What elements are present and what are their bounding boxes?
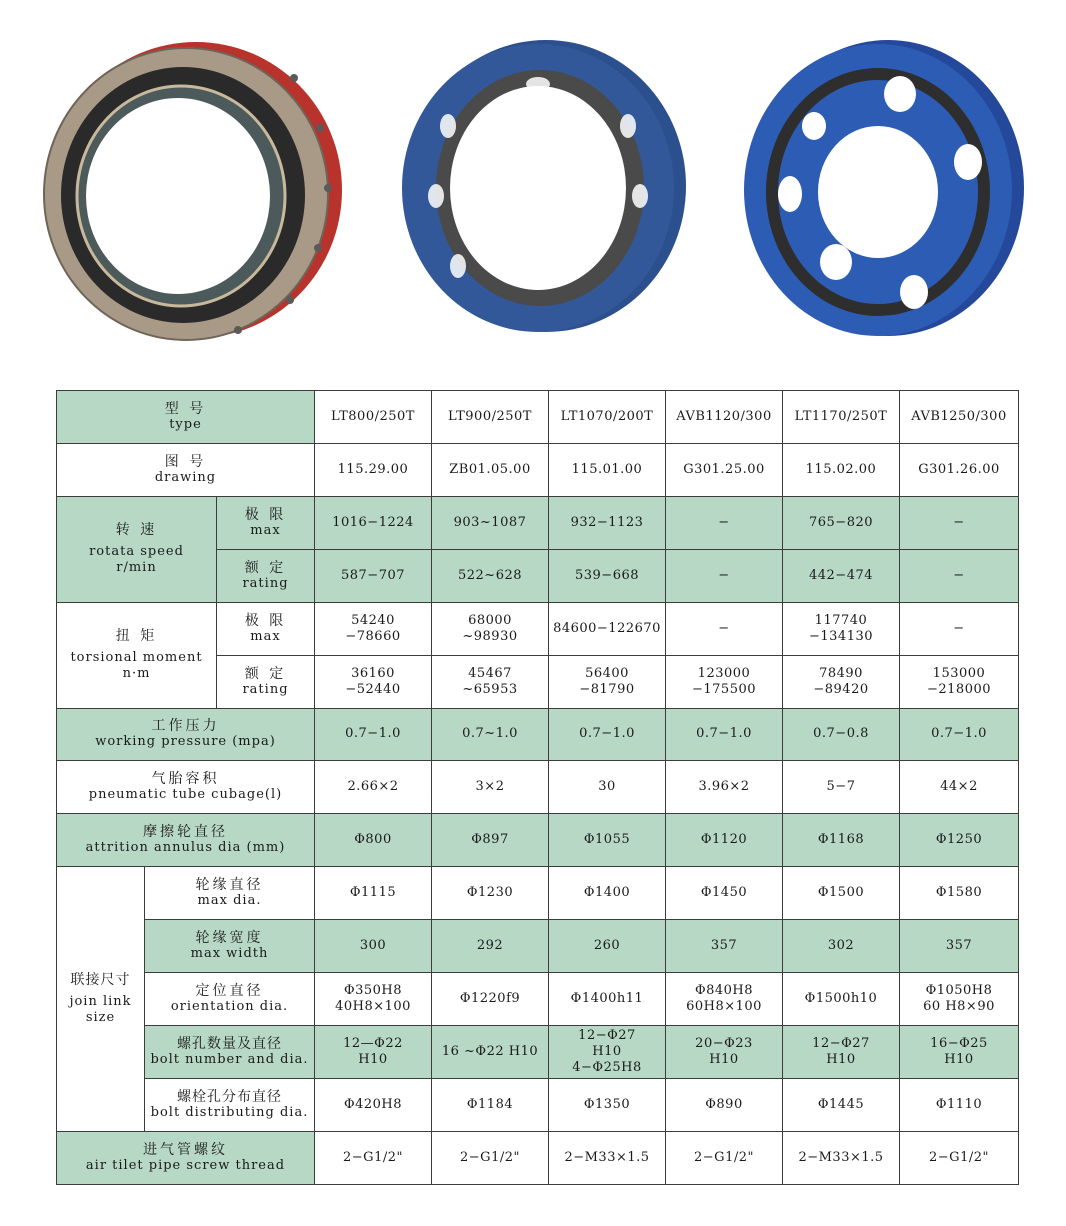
red-clutch-photo xyxy=(28,38,348,348)
attrition-cell: Φ1055 xyxy=(549,814,666,867)
speed-label: 转 速 rotata speed r/min xyxy=(57,496,217,602)
speed-rating-cell: 522~628 xyxy=(432,549,549,602)
speed-max-cell: 903~1087 xyxy=(432,496,549,549)
cubage-cell: 5−7 xyxy=(783,761,900,814)
speed-max-cell: 932−1123 xyxy=(549,496,666,549)
row-bolt-number xyxy=(57,1026,1019,1079)
orientation-dia-cell: Φ1220f9 xyxy=(432,973,549,1026)
torque-rating-cell: 56400 −81790 xyxy=(549,655,666,708)
max-width-cell: 300 xyxy=(315,920,432,973)
cubage-cell: 30 xyxy=(549,761,666,814)
product-photos xyxy=(0,0,1066,370)
orientation-dia-cell: Φ840H8 60H8×100 xyxy=(666,973,783,1026)
attrition-cell: Φ1168 xyxy=(783,814,900,867)
row-attrition xyxy=(57,814,1019,867)
thread-cell: 2−G1/2" xyxy=(900,1131,1019,1184)
thread-cell: 2−G1/2" xyxy=(666,1131,783,1184)
cubage-cell: 3.96×2 xyxy=(666,761,783,814)
pressure-cell: 0.7−0.8 xyxy=(783,708,900,761)
speed-rating-cell: 539−668 xyxy=(549,549,666,602)
drawing-cell: G301.25.00 xyxy=(666,443,783,496)
drawing-cell: ZB01.05.00 xyxy=(432,443,549,496)
type-label: 型 号 type xyxy=(57,391,315,444)
drawing-cell: G301.26.00 xyxy=(900,443,1019,496)
drawing-cell: 115.02.00 xyxy=(783,443,900,496)
bolt-distributing-cell: Φ420H8 xyxy=(315,1078,432,1131)
pressure-cell: 0.7−1.0 xyxy=(900,708,1019,761)
torque-rating-cell: 153000 −218000 xyxy=(900,655,1019,708)
max-width-cell: 357 xyxy=(900,920,1019,973)
torque-rating-cell: 78490 −89420 xyxy=(783,655,900,708)
join-link-label: 联接尺寸 join link size xyxy=(57,867,145,1132)
bolt-distributing-cell: Φ1110 xyxy=(900,1078,1019,1131)
max-width-cell: 292 xyxy=(432,920,549,973)
speed-max-cell: 1016−1224 xyxy=(315,496,432,549)
torque-rating-label: 额 定 rating xyxy=(217,655,315,708)
row-speed-max xyxy=(57,496,1019,549)
drawing-cell: 115.01.00 xyxy=(549,443,666,496)
orientation-dia-cell: Φ1400h11 xyxy=(549,973,666,1026)
torque-max-cell: 84600−122670 xyxy=(549,602,666,655)
bolt-number-cell: 16 ~Φ22 H10 xyxy=(432,1026,549,1079)
speed-rating-cell: − xyxy=(666,549,783,602)
max-dia-cell: Φ1230 xyxy=(432,867,549,920)
model-cell: LT1070/200T xyxy=(549,391,666,444)
speed-max-label: 极 限 max xyxy=(217,496,315,549)
cubage-cell: 3×2 xyxy=(432,761,549,814)
speed-rating-cell: 587−707 xyxy=(315,549,432,602)
max-width-label: 轮缘宽度 max width xyxy=(145,920,315,973)
thread-cell: 2−M33×1.5 xyxy=(549,1131,666,1184)
bolt-distributing-cell: Φ1350 xyxy=(549,1078,666,1131)
thread-cell: 2−G1/2" xyxy=(315,1131,432,1184)
row-cubage xyxy=(57,761,1019,814)
bolt-number-cell: 12−Φ27 H10 xyxy=(783,1026,900,1079)
attrition-label: 摩擦轮直径 attrition annulus dia (mm) xyxy=(57,814,315,867)
torque-label: 扭 矩 torsional moment n·m xyxy=(57,602,217,708)
row-torque-max xyxy=(57,602,1019,655)
max-dia-cell: Φ1450 xyxy=(666,867,783,920)
row-bolt-distributing xyxy=(57,1078,1019,1131)
max-dia-cell: Φ1500 xyxy=(783,867,900,920)
max-width-cell: 357 xyxy=(666,920,783,973)
max-dia-cell: Φ1115 xyxy=(315,867,432,920)
max-dia-cell: Φ1580 xyxy=(900,867,1019,920)
row-orientation-dia xyxy=(57,973,1019,1026)
bolt-distributing-label: 螺栓孔分布直径 bolt distributing dia. xyxy=(145,1078,315,1131)
torque-max-cell: 54240 −78660 xyxy=(315,602,432,655)
torque-max-cell: − xyxy=(900,602,1019,655)
max-width-cell: 260 xyxy=(549,920,666,973)
attrition-cell: Φ1250 xyxy=(900,814,1019,867)
model-cell: LT800/250T xyxy=(315,391,432,444)
orientation-dia-cell: Φ1500h10 xyxy=(783,973,900,1026)
row-drawing xyxy=(57,443,1019,496)
max-width-cell: 302 xyxy=(783,920,900,973)
model-cell: LT1170/250T xyxy=(783,391,900,444)
pressure-cell: 0.7~1.0 xyxy=(432,708,549,761)
bolt-number-label: 螺孔数量及直径 bolt number and dia. xyxy=(145,1026,315,1079)
speed-max-cell: − xyxy=(900,496,1019,549)
thread-cell: 2−M33×1.5 xyxy=(783,1131,900,1184)
orientation-dia-cell: Φ350H8 40H8×100 xyxy=(315,973,432,1026)
pressure-cell: 0.7−1.0 xyxy=(549,708,666,761)
torque-rating-cell: 123000 −175500 xyxy=(666,655,783,708)
drawing-cell: 115.29.00 xyxy=(315,443,432,496)
cubage-cell: 44×2 xyxy=(900,761,1019,814)
row-type xyxy=(57,391,1019,444)
row-max-dia xyxy=(57,867,1019,920)
row-thread xyxy=(57,1131,1019,1184)
cubage-cell: 2.66×2 xyxy=(315,761,432,814)
spec-table xyxy=(56,390,1019,1185)
torque-max-cell: − xyxy=(666,602,783,655)
bolt-number-cell: 20−Φ23 H10 xyxy=(666,1026,783,1079)
model-cell: LT900/250T xyxy=(432,391,549,444)
thread-label: 进气管螺纹 air tilet pipe screw thread xyxy=(57,1131,315,1184)
pressure-cell: 0.7−1.0 xyxy=(315,708,432,761)
bolt-number-cell: 12—Φ22 H10 xyxy=(315,1026,432,1079)
orientation-dia-label: 定位直径 orientation dia. xyxy=(145,973,315,1026)
model-cell: AVB1250/300 xyxy=(900,391,1019,444)
max-dia-label: 轮缘直径 max dia. xyxy=(145,867,315,920)
blue-clutch-wheel-photo xyxy=(728,34,1028,340)
torque-max-cell: 68000 ~98930 xyxy=(432,602,549,655)
orientation-dia-cell: Φ1050H8 60 H8×90 xyxy=(900,973,1019,1026)
torque-max-label: 极 限 max xyxy=(217,602,315,655)
speed-rating-cell: 442−474 xyxy=(783,549,900,602)
speed-rating-cell: − xyxy=(900,549,1019,602)
torque-rating-cell: 36160 −52440 xyxy=(315,655,432,708)
torque-max-cell: 117740 −134130 xyxy=(783,602,900,655)
pressure-label: 工作压力 working pressure (mpa) xyxy=(57,708,315,761)
attrition-cell: Φ1120 xyxy=(666,814,783,867)
bolt-number-cell: 16−Φ25 H10 xyxy=(900,1026,1019,1079)
row-max-width xyxy=(57,920,1019,973)
bolt-distributing-cell: Φ890 xyxy=(666,1078,783,1131)
pressure-cell: 0.7−1.0 xyxy=(666,708,783,761)
model-cell: AVB1120/300 xyxy=(666,391,783,444)
bolt-number-cell: 12−Φ27 H10 4−Φ25H8 xyxy=(549,1026,666,1079)
bolt-distributing-cell: Φ1445 xyxy=(783,1078,900,1131)
speed-max-cell: 765−820 xyxy=(783,496,900,549)
cubage-label: 气胎容积 pneumatic tube cubage(l) xyxy=(57,761,315,814)
max-dia-cell: Φ1400 xyxy=(549,867,666,920)
drawing-label: 图 号 drawing xyxy=(57,443,315,496)
attrition-cell: Φ800 xyxy=(315,814,432,867)
bolt-distributing-cell: Φ1184 xyxy=(432,1078,549,1131)
speed-max-cell: − xyxy=(666,496,783,549)
row-pressure xyxy=(57,708,1019,761)
blue-clutch-ring-photo xyxy=(388,36,694,336)
torque-rating-cell: 45467 ~65953 xyxy=(432,655,549,708)
attrition-cell: Φ897 xyxy=(432,814,549,867)
speed-rating-label: 额 定 rating xyxy=(217,549,315,602)
thread-cell: 2−G1/2" xyxy=(432,1131,549,1184)
